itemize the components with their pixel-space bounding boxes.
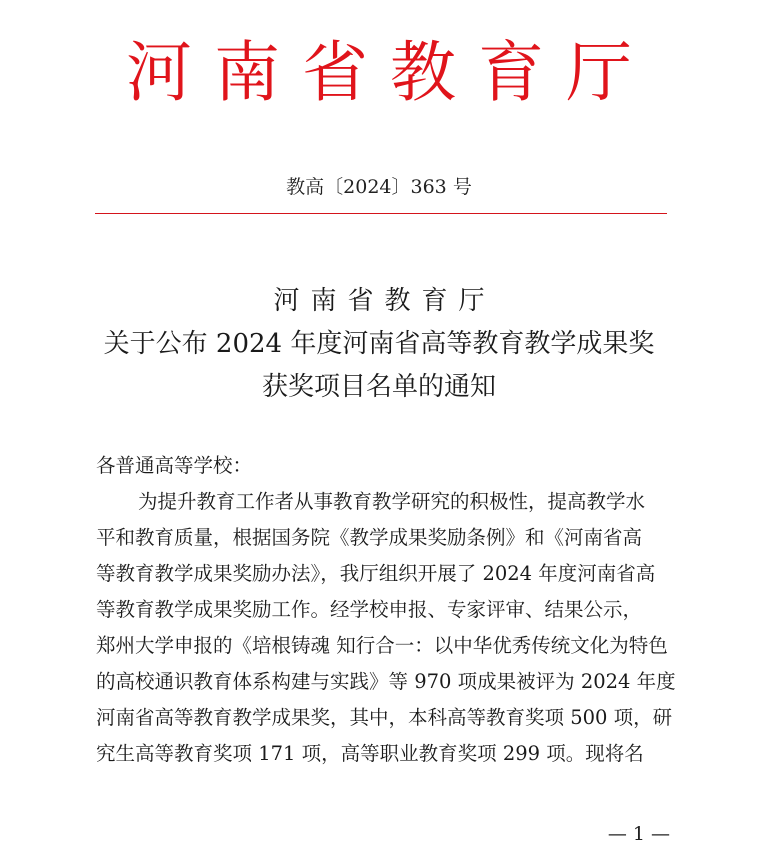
notice-title-line-2: 关于公布 2024 年度河南省高等教育教学成果奖: [103, 329, 655, 359]
body-paragraph: [96, 484, 682, 772]
body-line: 等教育教学成果奖励工作。经学校申报、专家评审、结果公示，: [96, 598, 643, 621]
body-line: 究生高等教育奖项 171 项，高等职业教育奖项 299 项。现将名: [96, 742, 644, 765]
notice-title: [0, 280, 758, 409]
notice-title-line-3: 获奖项目名单的通知: [261, 372, 496, 402]
red-separator-rule: [95, 213, 667, 214]
body-line: 郑州大学申报的《培根铸魂 知行合一：以中华优秀传统文化为特色: [96, 634, 668, 657]
body-line: 为提升教育工作者从事教育教学研究的积极性，提高教学水: [138, 490, 646, 513]
notice-title-line-1: 河南省教育厅: [273, 286, 496, 316]
document-number: 教高〔2024〕363 号: [286, 176, 472, 198]
issuing-org-header: 河南省教育厅: [126, 34, 654, 111]
page-number: — 1 —: [607, 823, 670, 845]
salutation: 各普通高等学校：: [96, 454, 253, 477]
body-line: 等教育教学成果奖励办法》，我厅组织开展了 2024 年度河南省高: [96, 562, 656, 585]
body-line: 的高校通识教育体系构建与实践》等 970 项成果被评为 2024 年度: [96, 670, 676, 693]
body-line: 河南省高等教育教学成果奖，其中，本科高等教育奖项 500 项，研: [96, 706, 673, 729]
body-line: 平和教育质量，根据国务院《教学成果奖励条例》和《河南省高: [96, 526, 643, 549]
